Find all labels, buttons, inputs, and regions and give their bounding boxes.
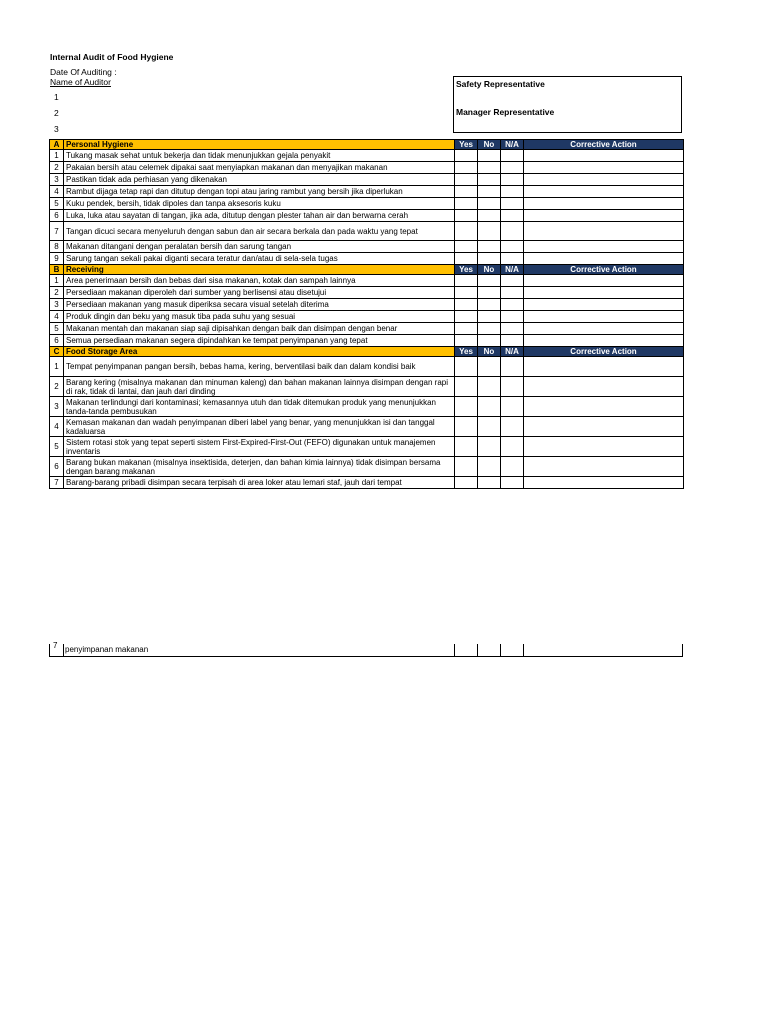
section-header-row [50, 265, 684, 275]
na-cell[interactable] [501, 186, 524, 198]
item-number: 7 [50, 477, 64, 489]
na-cell[interactable] [501, 275, 524, 287]
item-text: Sarung tangan sekali pakai diganti secara teratur dan/atau di sela-sela tugas [64, 253, 455, 265]
corrective-action-cell[interactable] [524, 162, 684, 174]
corrective-action-cell[interactable] [524, 335, 684, 347]
auditor-number-1: 1 [54, 92, 59, 102]
yes-cell[interactable] [455, 477, 478, 489]
audit-checklist-table [49, 139, 684, 489]
item-number: 6 [50, 335, 64, 347]
corrective-action-cell[interactable] [524, 210, 684, 222]
checklist-row [50, 417, 684, 437]
no-cell[interactable] [478, 162, 501, 174]
item-number: 4 [50, 417, 64, 437]
item-text: Rambut dijaga tetap rapi dan ditutup dengan topi atau jaring rambut yang bersih jika diperlukan [64, 186, 455, 198]
item-number: 8 [50, 241, 64, 253]
yes-cell[interactable] [455, 150, 478, 162]
checklist-row [50, 437, 684, 457]
continued-item-row [49, 641, 683, 657]
item-text: Pakaian bersih atau celemek dipakai saat menyiapkan makanan dan menyajikan makanan [64, 162, 455, 174]
item-number: 2 [50, 162, 64, 174]
item-text: Pastikan tidak ada perhiasan yang dikenakan [64, 174, 455, 186]
na-cell[interactable] [501, 174, 524, 186]
item-number: 4 [50, 311, 64, 323]
no-cell[interactable] [478, 186, 501, 198]
na-cell[interactable] [501, 198, 524, 210]
na-cell[interactable] [501, 397, 524, 417]
item-number: 5 [50, 323, 64, 335]
yes-cell[interactable] [455, 335, 478, 347]
continued-item-text: penyimpanan makanan [65, 645, 149, 654]
section-title: Food Storage Area [64, 347, 455, 357]
item-text: Barang kering (misalnya makanan dan minuman kaleng) dan bahan makanan lainnya disimpan dengan rapi di rak, tidak di lantai, dan jauh dari dinding [64, 377, 455, 397]
yes-cell[interactable] [455, 174, 478, 186]
na-cell[interactable] [501, 437, 524, 457]
checklist-row [50, 311, 684, 323]
item-number: 6 [50, 457, 64, 477]
no-cell[interactable] [478, 417, 501, 437]
item-text: Produk dingin dan beku yang masuk tiba pada suhu yang sesuai [64, 311, 455, 323]
item-text: Tempat penyimpanan pangan bersih, bebas hama, kering, berventilasi baik dan dalam kondisi baik [64, 357, 455, 377]
corrective-action-cell[interactable] [524, 174, 684, 186]
yes-cell[interactable] [455, 162, 478, 174]
corrective-action-cell[interactable] [524, 198, 684, 210]
item-number: 2 [50, 287, 64, 299]
yes-cell[interactable] [455, 253, 478, 265]
corrective-action-cell[interactable] [524, 357, 684, 377]
checklist-row [50, 335, 684, 347]
item-text: Barang-barang pribadi disimpan secara terpisah di area loker atau lemari staf, jauh dari tempat [64, 477, 455, 489]
yes-column-header: Yes [455, 265, 478, 275]
item-text: Tangan dicuci secara menyeluruh dengan sabun dan air secara berkala dan pada waktu yang tepat [64, 222, 455, 241]
item-text: Makanan ditangani dengan peralatan bersih dan sarung tangan [64, 241, 455, 253]
no-cell[interactable] [478, 357, 501, 377]
checklist-row [50, 162, 684, 174]
checklist-row [50, 222, 684, 241]
na-cell[interactable] [501, 377, 524, 397]
no-cell[interactable] [478, 377, 501, 397]
item-text: Sistem rotasi stok yang tepat seperti sistem First-Expired-First-Out (FEFO) digunakan untuk manajemen inventaris [64, 437, 455, 457]
yes-cell[interactable] [455, 397, 478, 417]
corrective-action-cell[interactable] [524, 417, 684, 437]
item-number: 5 [50, 198, 64, 210]
yes-cell[interactable] [455, 377, 478, 397]
yes-cell[interactable] [455, 222, 478, 241]
item-number: 3 [50, 174, 64, 186]
na-column-header: N/A [501, 347, 524, 357]
corrective-action-column-header: Corrective Action [524, 347, 684, 357]
name-of-auditor-label: Name of Auditor [50, 77, 111, 87]
auditor-number-2: 2 [54, 108, 59, 118]
na-cell[interactable] [501, 162, 524, 174]
corrective-action-cell[interactable] [524, 287, 684, 299]
section-header-row [50, 140, 684, 150]
item-number: 1 [50, 357, 64, 377]
corrective-action-cell[interactable] [524, 186, 684, 198]
corrective-action-cell[interactable] [524, 397, 684, 417]
item-text: Area penerimaan bersih dan bebas dari sisa makanan, kotak dan sampah lainnya [64, 275, 455, 287]
checklist-row [50, 174, 684, 186]
no-cell[interactable] [478, 299, 501, 311]
document-title: Internal Audit of Food Hygiene [50, 52, 174, 62]
checklist-row [50, 241, 684, 253]
na-cell[interactable] [501, 287, 524, 299]
corrective-action-column-header: Corrective Action [524, 140, 684, 150]
item-text: Persediaan makanan yang masuk diperiksa secara visual setelah diterima [64, 299, 455, 311]
item-number: 4 [50, 186, 64, 198]
no-cell[interactable] [478, 311, 501, 323]
checklist-row [50, 287, 684, 299]
no-column-header: No [478, 140, 501, 150]
safety-representative-label: Safety Representative [456, 79, 545, 89]
item-text: Kuku pendek, bersih, tidak dipoles dan tanpa aksesoris kuku [64, 198, 455, 210]
no-cell[interactable] [478, 457, 501, 477]
corrective-action-cell[interactable] [524, 253, 684, 265]
yes-cell[interactable] [455, 417, 478, 437]
item-text: Tukang masak sehat untuk bekerja dan tidak menunjukkan gejala penyakit [64, 150, 455, 162]
yes-cell[interactable] [455, 287, 478, 299]
yes-cell[interactable] [455, 186, 478, 198]
checklist-row [50, 377, 684, 397]
corrective-action-cell[interactable] [524, 377, 684, 397]
no-cell[interactable] [478, 335, 501, 347]
na-column-header: N/A [501, 265, 524, 275]
item-text: Semua persediaan makanan segera dipindahkan ke tempat penyimpanan yang tepat [64, 335, 455, 347]
item-number: 5 [50, 437, 64, 457]
yes-cell[interactable] [455, 323, 478, 335]
na-cell[interactable] [501, 150, 524, 162]
yes-column-header: Yes [455, 347, 478, 357]
corrective-action-cell[interactable] [524, 437, 684, 457]
corrective-action-cell[interactable] [524, 477, 684, 489]
section-letter: C [50, 347, 64, 357]
no-cell[interactable] [478, 241, 501, 253]
item-text: Luka, luka atau sayatan di tangan, jika ada, ditutup dengan plester tahan air dan berwarna cerah [64, 210, 455, 222]
na-cell[interactable] [501, 299, 524, 311]
na-cell[interactable] [501, 311, 524, 323]
na-column-header: N/A [501, 140, 524, 150]
item-number: 7 [50, 222, 64, 241]
no-cell[interactable] [478, 150, 501, 162]
corrective-action-cell[interactable] [524, 275, 684, 287]
checklist-row [50, 210, 684, 222]
item-number: 9 [50, 253, 64, 265]
no-cell[interactable] [478, 437, 501, 457]
checklist-row-cut [50, 477, 684, 489]
yes-cell[interactable] [455, 437, 478, 457]
no-column-header: No [478, 347, 501, 357]
item-text: Makanan terlindungi dari kontaminasi; kemasannya utuh dan tidak ditemukan produk yang menunjukkan tanda-tanda pembusukan [64, 397, 455, 417]
continued-item-number: 7 [53, 641, 58, 650]
yes-column-header: Yes [455, 140, 478, 150]
na-cell[interactable] [501, 477, 524, 489]
item-text: Makanan mentah dan makanan siap saji dipisahkan dengan baik dan disimpan dengan benar [64, 323, 455, 335]
checklist-row [50, 275, 684, 287]
item-number: 1 [50, 150, 64, 162]
yes-cell[interactable] [455, 275, 478, 287]
no-cell[interactable] [478, 222, 501, 241]
section-letter: B [50, 265, 64, 275]
section-title: Personal Hygiene [64, 140, 455, 150]
corrective-action-cell[interactable] [524, 457, 684, 477]
yes-cell[interactable] [455, 198, 478, 210]
na-cell[interactable] [501, 457, 524, 477]
no-cell[interactable] [478, 253, 501, 265]
auditor-number-3: 3 [54, 124, 59, 134]
corrective-action-cell[interactable] [524, 222, 684, 241]
item-number: 3 [50, 397, 64, 417]
section-header-row [50, 347, 684, 357]
yes-cell[interactable] [455, 241, 478, 253]
checklist-row [50, 457, 684, 477]
corrective-action-cell[interactable] [524, 241, 684, 253]
no-cell[interactable] [478, 287, 501, 299]
checklist-row [50, 357, 684, 377]
checklist-row [50, 323, 684, 335]
item-number: 3 [50, 299, 64, 311]
item-number: 2 [50, 377, 64, 397]
na-cell[interactable] [501, 241, 524, 253]
corrective-action-cell[interactable] [524, 150, 684, 162]
na-cell[interactable] [501, 323, 524, 335]
no-cell[interactable] [478, 198, 501, 210]
na-cell[interactable] [501, 210, 524, 222]
checklist-row [50, 253, 684, 265]
corrective-action-cell[interactable] [524, 299, 684, 311]
item-text: Barang bukan makanan (misalnya insektisida, deterjen, dan bahan kimia lainnya) tidak disimpan bersama dengan barang makanan [64, 457, 455, 477]
no-column-header: No [478, 265, 501, 275]
item-text: Kemasan makanan dan wadah penyimpanan diberi label yang benar, yang menunjukkan isi dan tanggal kadaluarsa [64, 417, 455, 437]
item-number: 6 [50, 210, 64, 222]
date-of-auditing-label: Date Of Auditing : [50, 67, 117, 77]
yes-cell[interactable] [455, 457, 478, 477]
no-cell[interactable] [478, 323, 501, 335]
yes-cell[interactable] [455, 299, 478, 311]
yes-cell[interactable] [455, 311, 478, 323]
checklist-row [50, 397, 684, 417]
yes-cell[interactable] [455, 357, 478, 377]
section-letter: A [50, 140, 64, 150]
no-cell[interactable] [478, 477, 501, 489]
checklist-row [50, 186, 684, 198]
no-cell[interactable] [478, 210, 501, 222]
na-cell[interactable] [501, 222, 524, 241]
checklist-row [50, 150, 684, 162]
no-cell[interactable] [478, 397, 501, 417]
no-cell[interactable] [478, 174, 501, 186]
na-cell[interactable] [501, 357, 524, 377]
item-text: Persediaan makanan diperoleh dari sumber yang berlisensi atau disetujui [64, 287, 455, 299]
item-number: 1 [50, 275, 64, 287]
manager-representative-label: Manager Representative [456, 107, 555, 117]
no-cell[interactable] [478, 275, 501, 287]
na-cell[interactable] [501, 335, 524, 347]
checklist-row [50, 198, 684, 210]
yes-cell[interactable] [455, 210, 478, 222]
section-title: Receiving [64, 265, 455, 275]
corrective-action-cell[interactable] [524, 311, 684, 323]
na-cell[interactable] [501, 417, 524, 437]
corrective-action-cell[interactable] [524, 323, 684, 335]
corrective-action-column-header: Corrective Action [524, 265, 684, 275]
na-cell[interactable] [501, 253, 524, 265]
checklist-row [50, 299, 684, 311]
